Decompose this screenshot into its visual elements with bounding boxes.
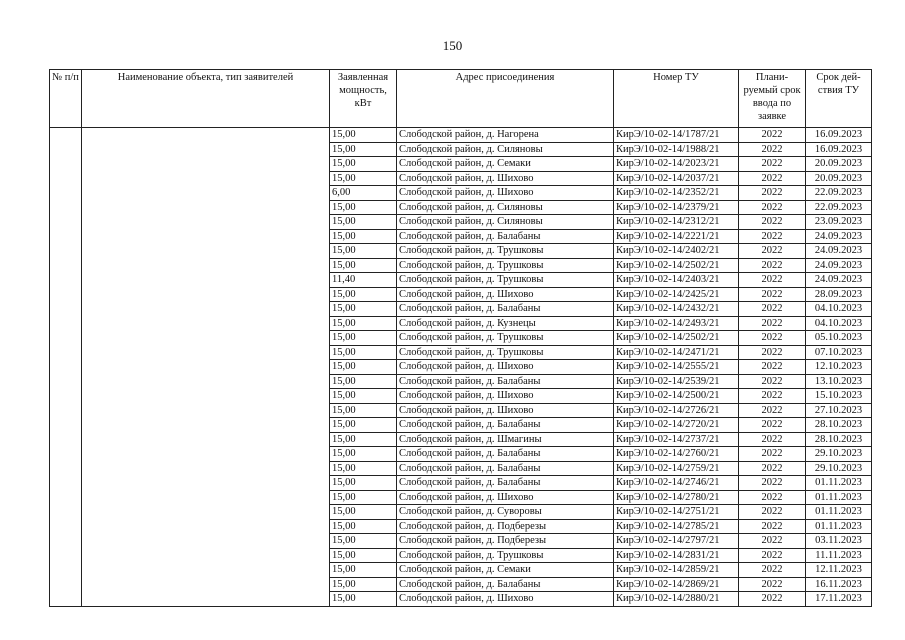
tu-number-cell: КирЭ/10-02-14/2859/21	[614, 563, 739, 578]
planned-year-cell: 2022	[739, 563, 806, 578]
validity-date-cell: 20.09.2023	[806, 157, 872, 172]
planned-year-cell: 2022	[739, 258, 806, 273]
address-cell: Слободской район, д. Кузнецы	[397, 316, 614, 331]
power-cell: 15,00	[330, 548, 397, 563]
row-number-cell	[50, 128, 82, 607]
planned-year-cell: 2022	[739, 534, 806, 549]
planned-year-cell: 2022	[739, 447, 806, 462]
address-cell: Слободской район, д. Нагорена	[397, 128, 614, 143]
validity-date-cell: 28.09.2023	[806, 287, 872, 302]
table-header-row	[50, 70, 872, 128]
validity-date-cell: 28.10.2023	[806, 418, 872, 433]
validity-date-cell: 15.10.2023	[806, 389, 872, 404]
planned-year-cell: 2022	[739, 302, 806, 317]
validity-date-cell: 28.10.2023	[806, 432, 872, 447]
validity-date-cell: 16.09.2023	[806, 128, 872, 143]
tu-number-cell: КирЭ/10-02-14/2760/21	[614, 447, 739, 462]
power-cell: 15,00	[330, 592, 397, 607]
validity-date-cell: 01.11.2023	[806, 519, 872, 534]
planned-year-cell: 2022	[739, 360, 806, 375]
power-cell: 15,00	[330, 142, 397, 157]
planned-year-cell: 2022	[739, 519, 806, 534]
tu-number-cell: КирЭ/10-02-14/2471/21	[614, 345, 739, 360]
address-cell: Слободской район, д. Балабаны	[397, 447, 614, 462]
planned-year-cell: 2022	[739, 142, 806, 157]
power-cell: 15,00	[330, 171, 397, 186]
tu-number-cell: КирЭ/10-02-14/2751/21	[614, 505, 739, 520]
tu-number-cell: КирЭ/10-02-14/2726/21	[614, 403, 739, 418]
planned-year-cell: 2022	[739, 418, 806, 433]
address-cell: Слободской район, д. Балабаны	[397, 476, 614, 491]
page-number: 150	[442, 38, 463, 53]
tu-number-cell: КирЭ/10-02-14/2037/21	[614, 171, 739, 186]
header-validity: Срок дей-ствия ТУ	[806, 70, 872, 128]
validity-date-cell: 24.09.2023	[806, 229, 872, 244]
address-cell: Слободской район, д. Суворовы	[397, 505, 614, 520]
planned-year-cell: 2022	[739, 432, 806, 447]
validity-date-cell: 11.11.2023	[806, 548, 872, 563]
address-cell: Слободской район, д. Трушковы	[397, 273, 614, 288]
planned-year-cell: 2022	[739, 171, 806, 186]
validity-date-cell: 13.10.2023	[806, 374, 872, 389]
table-body	[50, 128, 872, 607]
power-cell: 15,00	[330, 229, 397, 244]
tu-number-cell: КирЭ/10-02-14/2759/21	[614, 461, 739, 476]
planned-year-cell: 2022	[739, 403, 806, 418]
address-cell: Слободской район, д. Семаки	[397, 157, 614, 172]
address-cell: Слободской район, д. Балабаны	[397, 374, 614, 389]
tu-number-cell: КирЭ/10-02-14/2403/21	[614, 273, 739, 288]
validity-date-cell: 27.10.2023	[806, 403, 872, 418]
validity-date-cell: 24.09.2023	[806, 244, 872, 259]
tu-number-cell: КирЭ/10-02-14/2746/21	[614, 476, 739, 491]
address-cell: Слободской район, д. Балабаны	[397, 418, 614, 433]
power-cell: 6,00	[330, 186, 397, 201]
address-cell: Слободской район, д. Трушковы	[397, 244, 614, 259]
planned-year-cell: 2022	[739, 128, 806, 143]
validity-date-cell: 07.10.2023	[806, 345, 872, 360]
tu-number-cell: КирЭ/10-02-14/2221/21	[614, 229, 739, 244]
planned-year-cell: 2022	[739, 577, 806, 592]
validity-date-cell: 04.10.2023	[806, 316, 872, 331]
tu-number-cell: КирЭ/10-02-14/2785/21	[614, 519, 739, 534]
tu-number-cell: КирЭ/10-02-14/1787/21	[614, 128, 739, 143]
tu-number-cell: КирЭ/10-02-14/2831/21	[614, 548, 739, 563]
power-cell: 15,00	[330, 505, 397, 520]
tu-number-cell: КирЭ/10-02-14/2352/21	[614, 186, 739, 201]
address-cell: Слободской район, д. Балабаны	[397, 461, 614, 476]
address-cell: Слободской район, д. Силяновы	[397, 200, 614, 215]
tu-number-cell: КирЭ/10-02-14/2023/21	[614, 157, 739, 172]
address-cell: Слободской район, д. Силяновы	[397, 142, 614, 157]
tu-number-cell: КирЭ/10-02-14/2555/21	[614, 360, 739, 375]
validity-date-cell: 16.11.2023	[806, 577, 872, 592]
power-cell: 15,00	[330, 244, 397, 259]
power-cell: 15,00	[330, 215, 397, 230]
planned-year-cell: 2022	[739, 215, 806, 230]
validity-date-cell: 05.10.2023	[806, 331, 872, 346]
header-power: Заявленная мощность, кВт	[330, 70, 397, 128]
tu-number-cell: КирЭ/10-02-14/2402/21	[614, 244, 739, 259]
tu-number-cell: КирЭ/10-02-14/2869/21	[614, 577, 739, 592]
power-cell: 15,00	[330, 360, 397, 375]
planned-year-cell: 2022	[739, 287, 806, 302]
validity-date-cell: 29.10.2023	[806, 447, 872, 462]
table-row	[50, 128, 872, 143]
address-cell: Слободской район, д. Силяновы	[397, 215, 614, 230]
address-cell: Слободской район, д. Шихово	[397, 186, 614, 201]
power-cell: 15,00	[330, 302, 397, 317]
tu-number-cell: КирЭ/10-02-14/2502/21	[614, 331, 739, 346]
address-cell: Слободской район, д. Шихово	[397, 403, 614, 418]
power-cell: 15,00	[330, 418, 397, 433]
power-cell: 15,00	[330, 389, 397, 404]
power-cell: 15,00	[330, 461, 397, 476]
tu-number-cell: КирЭ/10-02-14/2539/21	[614, 374, 739, 389]
header-tu-number: Номер ТУ	[614, 70, 739, 128]
address-cell: Слободской район, д. Балабаны	[397, 302, 614, 317]
validity-date-cell: 01.11.2023	[806, 476, 872, 491]
validity-date-cell: 01.11.2023	[806, 490, 872, 505]
planned-year-cell: 2022	[739, 331, 806, 346]
validity-date-cell: 17.11.2023	[806, 592, 872, 607]
tu-number-cell: КирЭ/10-02-14/2425/21	[614, 287, 739, 302]
address-cell: Слободской район, д. Подберезы	[397, 534, 614, 549]
address-cell: Слободской район, д. Трушковы	[397, 548, 614, 563]
tu-number-cell: КирЭ/10-02-14/1988/21	[614, 142, 739, 157]
validity-date-cell: 22.09.2023	[806, 200, 872, 215]
tu-number-cell: КирЭ/10-02-14/2780/21	[614, 490, 739, 505]
validity-date-cell: 29.10.2023	[806, 461, 872, 476]
power-cell: 11,40	[330, 273, 397, 288]
header-planned-date: Плани-руемый срок ввода по заявке	[739, 70, 806, 128]
address-cell: Слободской район, д. Трушковы	[397, 331, 614, 346]
tu-number-cell: КирЭ/10-02-14/2379/21	[614, 200, 739, 215]
address-cell: Слободской район, д. Шихово	[397, 389, 614, 404]
power-cell: 15,00	[330, 432, 397, 447]
power-cell: 15,00	[330, 476, 397, 491]
address-cell: Слободской район, д. Шмагины	[397, 432, 614, 447]
power-cell: 15,00	[330, 287, 397, 302]
validity-date-cell: 04.10.2023	[806, 302, 872, 317]
validity-date-cell: 24.09.2023	[806, 258, 872, 273]
address-cell: Слободской район, д. Трушковы	[397, 345, 614, 360]
address-cell: Слободской район, д. Шихово	[397, 287, 614, 302]
planned-year-cell: 2022	[739, 476, 806, 491]
power-cell: 15,00	[330, 128, 397, 143]
object-name-cell	[82, 128, 330, 607]
planned-year-cell: 2022	[739, 592, 806, 607]
tu-number-cell: КирЭ/10-02-14/2502/21	[614, 258, 739, 273]
planned-year-cell: 2022	[739, 316, 806, 331]
validity-date-cell: 03.11.2023	[806, 534, 872, 549]
planned-year-cell: 2022	[739, 461, 806, 476]
power-cell: 15,00	[330, 200, 397, 215]
power-cell: 15,00	[330, 374, 397, 389]
power-cell: 15,00	[330, 534, 397, 549]
planned-year-cell: 2022	[739, 490, 806, 505]
tu-number-cell: КирЭ/10-02-14/2432/21	[614, 302, 739, 317]
tu-number-cell: КирЭ/10-02-14/2500/21	[614, 389, 739, 404]
planned-year-cell: 2022	[739, 273, 806, 288]
validity-date-cell: 22.09.2023	[806, 186, 872, 201]
address-cell: Слободской район, д. Шихово	[397, 592, 614, 607]
validity-date-cell: 12.11.2023	[806, 563, 872, 578]
tu-number-cell: КирЭ/10-02-14/2720/21	[614, 418, 739, 433]
planned-year-cell: 2022	[739, 229, 806, 244]
address-cell: Слободской район, д. Подберезы	[397, 519, 614, 534]
header-object: Наименование объекта, тип заявителей	[82, 70, 330, 128]
address-cell: Слободской район, д. Шихово	[397, 171, 614, 186]
address-cell: Слободской район, д. Трушковы	[397, 258, 614, 273]
power-cell: 15,00	[330, 447, 397, 462]
header-address: Адрес присоединения	[397, 70, 614, 128]
address-cell: Слободской район, д. Семаки	[397, 563, 614, 578]
validity-date-cell: 20.09.2023	[806, 171, 872, 186]
planned-year-cell: 2022	[739, 186, 806, 201]
header-num: № п/п	[50, 70, 82, 128]
connections-table	[49, 69, 872, 607]
power-cell: 15,00	[330, 258, 397, 273]
planned-year-cell: 2022	[739, 389, 806, 404]
tu-number-cell: КирЭ/10-02-14/2880/21	[614, 592, 739, 607]
planned-year-cell: 2022	[739, 505, 806, 520]
power-cell: 15,00	[330, 519, 397, 534]
power-cell: 15,00	[330, 490, 397, 505]
validity-date-cell: 16.09.2023	[806, 142, 872, 157]
validity-date-cell: 23.09.2023	[806, 215, 872, 230]
power-cell: 15,00	[330, 563, 397, 578]
power-cell: 15,00	[330, 316, 397, 331]
planned-year-cell: 2022	[739, 374, 806, 389]
address-cell: Слободской район, д. Шихово	[397, 490, 614, 505]
planned-year-cell: 2022	[739, 345, 806, 360]
power-cell: 15,00	[330, 577, 397, 592]
power-cell: 15,00	[330, 345, 397, 360]
planned-year-cell: 2022	[739, 200, 806, 215]
address-cell: Слободской район, д. Балабаны	[397, 577, 614, 592]
planned-year-cell: 2022	[739, 157, 806, 172]
planned-year-cell: 2022	[739, 244, 806, 259]
power-cell: 15,00	[330, 157, 397, 172]
tu-number-cell: КирЭ/10-02-14/2312/21	[614, 215, 739, 230]
tu-number-cell: КирЭ/10-02-14/2737/21	[614, 432, 739, 447]
address-cell: Слободской район, д. Шихово	[397, 360, 614, 375]
power-cell: 15,00	[330, 403, 397, 418]
validity-date-cell: 01.11.2023	[806, 505, 872, 520]
tu-number-cell: КирЭ/10-02-14/2493/21	[614, 316, 739, 331]
planned-year-cell: 2022	[739, 548, 806, 563]
validity-date-cell: 12.10.2023	[806, 360, 872, 375]
tu-number-cell: КирЭ/10-02-14/2797/21	[614, 534, 739, 549]
address-cell: Слободской район, д. Балабаны	[397, 229, 614, 244]
validity-date-cell: 24.09.2023	[806, 273, 872, 288]
power-cell: 15,00	[330, 331, 397, 346]
